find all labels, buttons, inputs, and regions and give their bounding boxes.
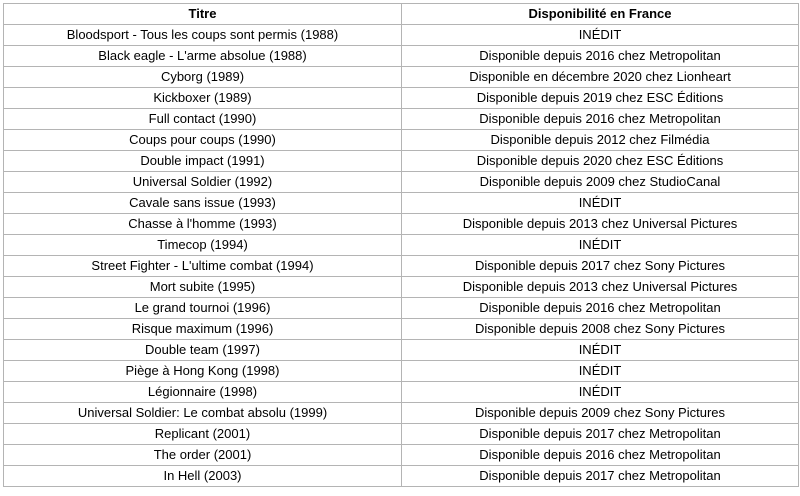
table-row: [4, 319, 799, 340]
table-row: [4, 382, 799, 403]
table-row: [4, 88, 799, 109]
film-title-cell: Légionnaire (1998): [4, 382, 402, 403]
column-header-availability: Disponibilité en France: [402, 4, 799, 25]
availability-cell: Disponible depuis 2017 chez Metropolitan: [402, 424, 799, 445]
availability-cell: Disponible depuis 2012 chez Filmédia: [402, 130, 799, 151]
film-title-cell: Coups pour coups (1990): [4, 130, 402, 151]
availability-cell: INÉDIT: [402, 235, 799, 256]
table-row: [4, 466, 799, 487]
table-row: [4, 235, 799, 256]
availability-cell: Disponible depuis 2017 chez Metropolitan: [402, 466, 799, 487]
availability-cell: INÉDIT: [402, 193, 799, 214]
film-title-cell: Universal Soldier (1992): [4, 172, 402, 193]
film-title-cell: In Hell (2003): [4, 466, 402, 487]
table-row: [4, 403, 799, 424]
film-title-cell: Double impact (1991): [4, 151, 402, 172]
availability-cell: Disponible depuis 2017 chez Sony Pictures: [402, 256, 799, 277]
table-row: [4, 25, 799, 46]
film-title-cell: Cavale sans issue (1993): [4, 193, 402, 214]
availability-cell: Disponible depuis 2008 chez Sony Pictures: [402, 319, 799, 340]
availability-cell: Disponible depuis 2019 chez ESC Éditions: [402, 88, 799, 109]
table-row: [4, 445, 799, 466]
table-row: [4, 424, 799, 445]
film-title-cell: Cyborg (1989): [4, 67, 402, 88]
film-title-cell: Replicant (2001): [4, 424, 402, 445]
film-title-cell: Universal Soldier: Le combat absolu (1999): [4, 403, 402, 424]
availability-cell: Disponible depuis 2009 chez StudioCanal: [402, 172, 799, 193]
availability-table: [3, 3, 799, 487]
table-row: [4, 361, 799, 382]
film-title-cell: Piège à Hong Kong (1998): [4, 361, 402, 382]
film-title-cell: Black eagle - L'arme absolue (1988): [4, 46, 402, 67]
availability-cell: Disponible depuis 2016 chez Metropolitan: [402, 298, 799, 319]
table-row: [4, 277, 799, 298]
film-title-cell: Street Fighter - L'ultime combat (1994): [4, 256, 402, 277]
table-row: [4, 340, 799, 361]
availability-cell: INÉDIT: [402, 25, 799, 46]
table-body: [4, 25, 799, 487]
film-title-cell: Risque maximum (1996): [4, 319, 402, 340]
film-title-cell: Timecop (1994): [4, 235, 402, 256]
film-title-cell: Kickboxer (1989): [4, 88, 402, 109]
availability-cell: INÉDIT: [402, 340, 799, 361]
table-row: [4, 46, 799, 67]
table-row: [4, 298, 799, 319]
film-title-cell: Bloodsport - Tous les coups sont permis (1988): [4, 25, 402, 46]
film-title-cell: Mort subite (1995): [4, 277, 402, 298]
availability-cell: Disponible depuis 2016 chez Metropolitan: [402, 109, 799, 130]
table-header-row: [4, 4, 799, 25]
table-row: [4, 172, 799, 193]
availability-cell: Disponible depuis 2016 chez Metropolitan: [402, 445, 799, 466]
table-row: [4, 67, 799, 88]
film-title-cell: Chasse à l'homme (1993): [4, 214, 402, 235]
availability-cell: Disponible en décembre 2020 chez Lionheart: [402, 67, 799, 88]
availability-cell: Disponible depuis 2016 chez Metropolitan: [402, 46, 799, 67]
availability-cell: Disponible depuis 2009 chez Sony Pictures: [402, 403, 799, 424]
table-row: [4, 151, 799, 172]
table-row: [4, 109, 799, 130]
availability-cell: Disponible depuis 2013 chez Universal Pictures: [402, 277, 799, 298]
availability-cell: INÉDIT: [402, 382, 799, 403]
table-row: [4, 214, 799, 235]
film-title-cell: Double team (1997): [4, 340, 402, 361]
film-title-cell: The order (2001): [4, 445, 402, 466]
table-row: [4, 130, 799, 151]
film-title-cell: Le grand tournoi (1996): [4, 298, 402, 319]
availability-cell: INÉDIT: [402, 361, 799, 382]
table-row: [4, 256, 799, 277]
availability-cell: Disponible depuis 2013 chez Universal Pictures: [402, 214, 799, 235]
availability-cell: Disponible depuis 2020 chez ESC Éditions: [402, 151, 799, 172]
film-title-cell: Full contact (1990): [4, 109, 402, 130]
column-header-title: Titre: [4, 4, 402, 25]
table-row: [4, 193, 799, 214]
